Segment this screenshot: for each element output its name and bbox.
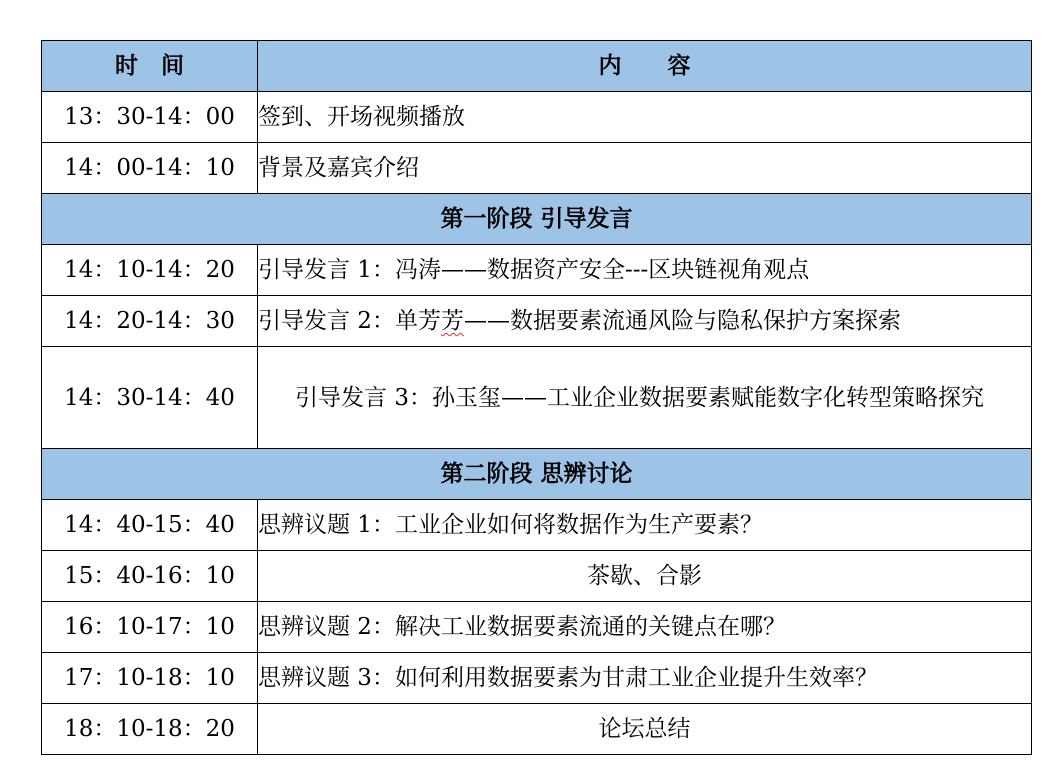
row-content: 引导发言 1：冯涛——数据资产安全---区块链视角观点 [258, 245, 1032, 296]
table-row [42, 551, 1032, 602]
row-content: 思辨议题 2：解决工业数据要素流通的关键点在哪？ [258, 602, 1032, 653]
stage-header-row [42, 194, 1032, 245]
content-part: ——数据要素流通风险与隐私保护方案探索 [463, 308, 901, 334]
content-column-header: 内 容 [258, 41, 1032, 92]
row-time: 18：10-18：20 [42, 704, 258, 755]
stage-2-title: 第二阶段 思辨讨论 [42, 449, 1032, 500]
row-content [258, 296, 1032, 347]
row-time: 14：30-14：40 [42, 347, 258, 449]
table-row [42, 296, 1032, 347]
row-content: 引导发言 3：孙玉玺——工业企业数据要素赋能数字化转型策略探究 [258, 347, 1032, 449]
table-row [42, 143, 1032, 194]
row-time: 14：20-14：30 [42, 296, 258, 347]
table-header-row [42, 41, 1032, 92]
row-time: 15：40-16：10 [42, 551, 258, 602]
row-content: 签到、开场视频播放 [258, 92, 1032, 143]
row-time: 14：10-14：20 [42, 245, 258, 296]
agenda-table [41, 40, 1032, 755]
row-time: 16：10-17：10 [42, 602, 258, 653]
table-row [42, 704, 1032, 755]
row-content: 思辨议题 1：工业企业如何将数据作为生产要素？ [258, 500, 1032, 551]
stage-1-title: 第一阶段 引导发言 [42, 194, 1032, 245]
spellcheck-marked-word: 芳 [440, 308, 464, 334]
table-row [42, 245, 1032, 296]
row-content: 茶歇、合影 [258, 551, 1032, 602]
time-column-header: 时 间 [42, 41, 258, 92]
row-content: 论坛总结 [258, 704, 1032, 755]
table-row [42, 602, 1032, 653]
table-row [42, 347, 1032, 449]
row-time: 14：00-14：10 [42, 143, 258, 194]
stage-header-row [42, 449, 1032, 500]
table-row [42, 653, 1032, 704]
table-row [42, 500, 1032, 551]
row-content: 思辨议题 3：如何利用数据要素为甘肃工业企业提升生效率？ [258, 653, 1032, 704]
row-time: 13：30-14：00 [42, 92, 258, 143]
content-part: 引导发言 2：单芳 [258, 308, 441, 334]
table-row [42, 92, 1032, 143]
row-time: 17：10-18：10 [42, 653, 258, 704]
row-content: 背景及嘉宾介绍 [258, 143, 1032, 194]
row-time: 14：40-15：40 [42, 500, 258, 551]
